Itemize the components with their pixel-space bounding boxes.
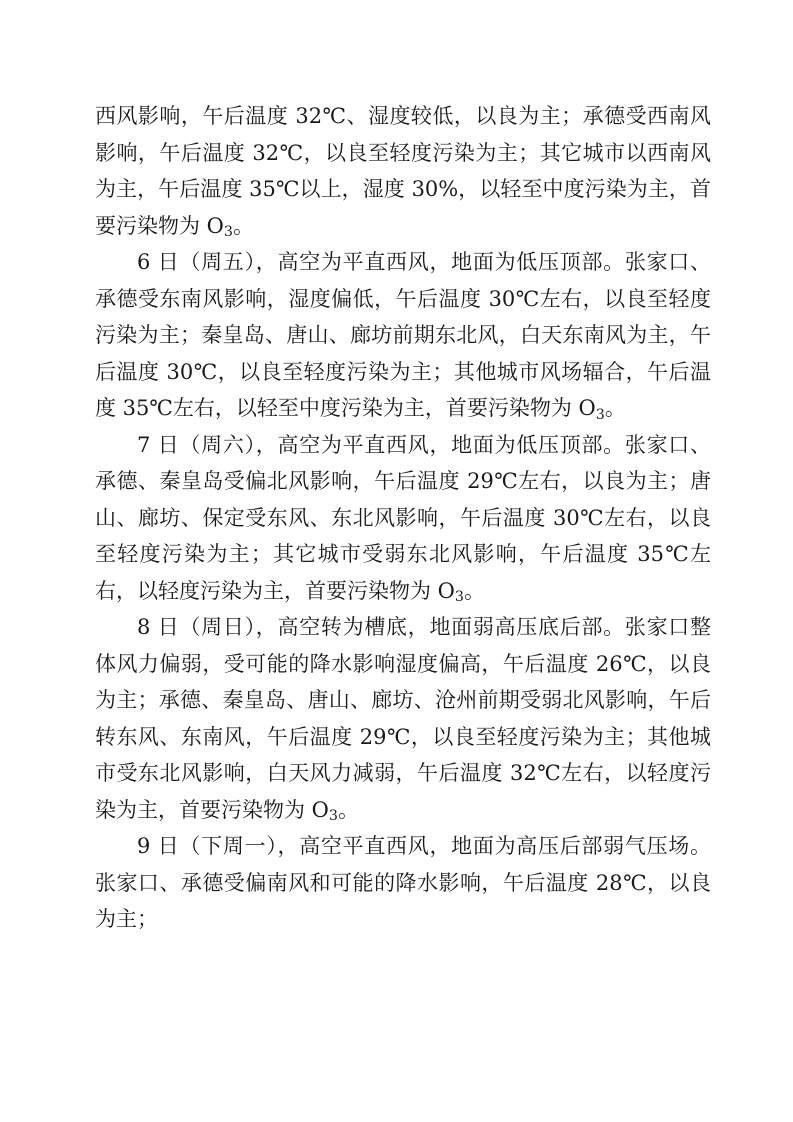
paragraph-text: 7 日（周六），高空为平直西风，地面为低压顶部。张家口、承德、秦皇岛受偏北风影响，午后温度 29℃左右，以良为主；唐山、廊坊、保定受东风、东北风影响，午后温度 30℃左右，以良至轻度污染为主；其它城市受弱东北风影响，午后温度 35℃左右，以轻度污染为主，首要污染物为 O [95,432,711,603]
paragraph-text: 9 日（下周一），高空平直西风，地面为高压后部弱气压场。张家口、承德受偏南风和可能的降水影响，午后温度 28℃，以良为主； [95,834,711,931]
paragraph-tail: 。 [463,578,485,603]
paragraph-tail: 。 [337,797,359,822]
paragraph-continuation [95,98,711,244]
document-body [95,98,711,938]
paragraph-day-9 [95,828,711,938]
paragraph-tail: 。 [604,396,626,420]
subscript: 3 [223,224,233,241]
paragraph-day-8 [95,609,711,828]
subscript: 3 [328,808,338,825]
paragraph-text: 8 日（周日），高空转为槽底，地面弱高压底后部。张家口整体风力偏弱，受可能的降水影响湿度偏高，午后温度 26℃，以良为主；承德、秦皇岛、唐山、廊坊、沧州前期受弱北风影响，午后转东风、东南风，午后温度 29℃，以良至轻度污染为主；其他城市受东北风影响，白天风力减弱，午后温度 32℃左右，以轻度污染为主，首要污染物为 O [95,615,711,822]
paragraph-text: 西风影响，午后温度 32℃、湿度较低，以良为主；承德受西南风影响，午后温度 32℃，以良至轻度污染为主；其它城市以西南风为主，午后温度 35℃以上，湿度 30%，以轻至中度污染为主，首要污染物为 O [95,104,711,238]
paragraph-tail: 。 [232,213,254,238]
paragraph-text: 6 日（周五），高空为平直西风，地面为低压顶部。张家口、承德受东南风影响，湿度偏低，午后温度 30℃左右，以良至轻度污染为主；秦皇岛、唐山、廊坊前期东北风，白天东南风为主，午后温度 30℃，以良至轻度污染为主；其他城市风场辐合，午后温度 35℃左右，以轻至中度污染为主，首要污染物为 O [95,250,711,420]
paragraph-day-6 [95,244,711,427]
paragraph-day-7 [95,427,711,610]
subscript: 3 [595,406,605,423]
subscript: 3 [454,589,464,606]
